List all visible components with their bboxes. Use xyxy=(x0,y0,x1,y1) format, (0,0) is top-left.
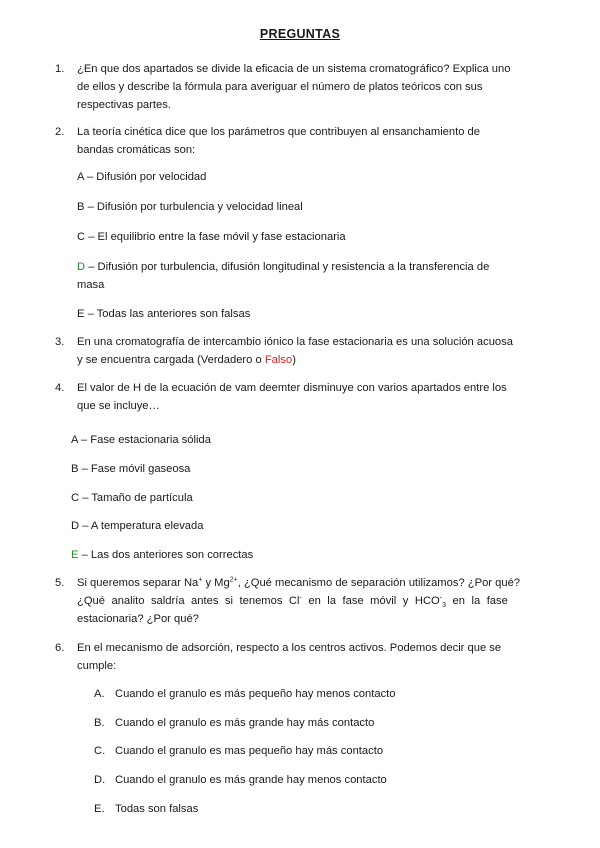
question-text: Si queremos separar Na+ y $Mg^{2+}$, ¿Qué mecanismo de separación utilizamos? ¿Por qué? xyxy=(77,576,521,589)
option-d xyxy=(77,258,489,276)
option-c: C – Tamaño de partícula xyxy=(71,492,193,504)
option-letter: B. xyxy=(94,717,105,729)
question-1 xyxy=(55,60,525,114)
option-text: Todas son falsas xyxy=(115,803,199,815)
question-text: ¿En que dos apartados se divide la eficacia de un sistema cromatográfico? Explica uno xyxy=(77,63,511,75)
question-text: y se encuentra cargada (Verdadero o Falso) xyxy=(77,354,296,366)
question-number: 1. xyxy=(55,63,65,75)
option-text: Cuando el granulo es más grande hay menos contacto xyxy=(115,774,387,786)
option-a: A – Fase estacionaria sólida xyxy=(71,434,211,446)
option-letter: C. xyxy=(94,745,106,757)
option-a xyxy=(94,685,396,703)
option-e xyxy=(94,800,199,818)
question-6 xyxy=(55,639,525,675)
option-text: Cuando el granulo es más grande hay más contacto xyxy=(115,717,375,729)
option-d-continuation: masa xyxy=(77,279,105,291)
option-letter: A. xyxy=(94,688,105,700)
option-text: – Las dos anteriores son correctas xyxy=(78,549,254,561)
correct-letter: D xyxy=(77,261,86,273)
question-4 xyxy=(55,379,525,415)
option-b xyxy=(94,714,375,732)
option-e: E – Todas las anteriores son falsas xyxy=(77,308,251,320)
question-text: respectivas partes. xyxy=(77,99,171,111)
option-text: Cuando el granulo es mas pequeño hay más contacto xyxy=(115,745,384,757)
question-text: que se incluye… xyxy=(77,400,160,412)
question-number: 4. xyxy=(55,382,65,394)
question-text: En una cromatografía de intercambio iónico la fase estacionaria es una solución acuosa xyxy=(77,336,513,348)
option-e xyxy=(71,546,253,564)
option-c: C – El equilibrio entre la fase móvil y fase estacionaria xyxy=(77,231,346,243)
option-a: A – Difusión por velocidad xyxy=(77,171,207,183)
question-text: bandas cromáticas son: xyxy=(77,144,196,156)
answer-false: Falso xyxy=(264,354,293,366)
question-number: 2. xyxy=(55,126,65,138)
question-text: cumple: xyxy=(77,660,117,672)
option-b: B – Difusión por turbulencia y velocidad lineal xyxy=(77,201,303,213)
question-number: 5. xyxy=(55,577,65,589)
option-text: Cuando el granulo es más pequeño hay menos contacto xyxy=(115,688,396,700)
question-2 xyxy=(55,123,525,159)
question-text: El valor de H de la ecuación de vam deemter disminuye con varios apartados entre los xyxy=(77,382,507,394)
option-letter: D. xyxy=(94,774,106,786)
option-d: D – A temperatura elevada xyxy=(71,520,204,532)
page-title: PREGUNTAS xyxy=(259,27,341,41)
question-number: 6. xyxy=(55,642,65,654)
question-number: 3. xyxy=(55,336,65,348)
question-text: de ellos y describe la fórmula para averiguar el número de platos teóricos con sus xyxy=(77,81,483,93)
option-text: – Difusión por turbulencia, difusión longitudinal y resistencia a la transferencia de xyxy=(85,261,490,273)
correct-letter: E xyxy=(71,549,79,561)
option-letter: E. xyxy=(94,803,105,815)
option-d xyxy=(94,771,387,789)
question-text: ¿Qué analito saldría antes si tenemos Cl- en la fase móvil y $HCO^-_3$ en la fase xyxy=(77,594,508,610)
option-b: B – Fase móvil gaseosa xyxy=(71,463,191,475)
question-text: En el mecanismo de adsorción, respecto a los centros activos. Podemos decir que se xyxy=(77,642,502,654)
question-text: La teoría cinética dice que los parámetros que contribuyen al ensanchamiento de xyxy=(77,126,481,138)
option-c xyxy=(94,742,384,760)
question-5 xyxy=(55,574,525,628)
question-text: estacionaria? ¿Por qué? xyxy=(77,613,199,625)
question-3 xyxy=(55,333,525,369)
